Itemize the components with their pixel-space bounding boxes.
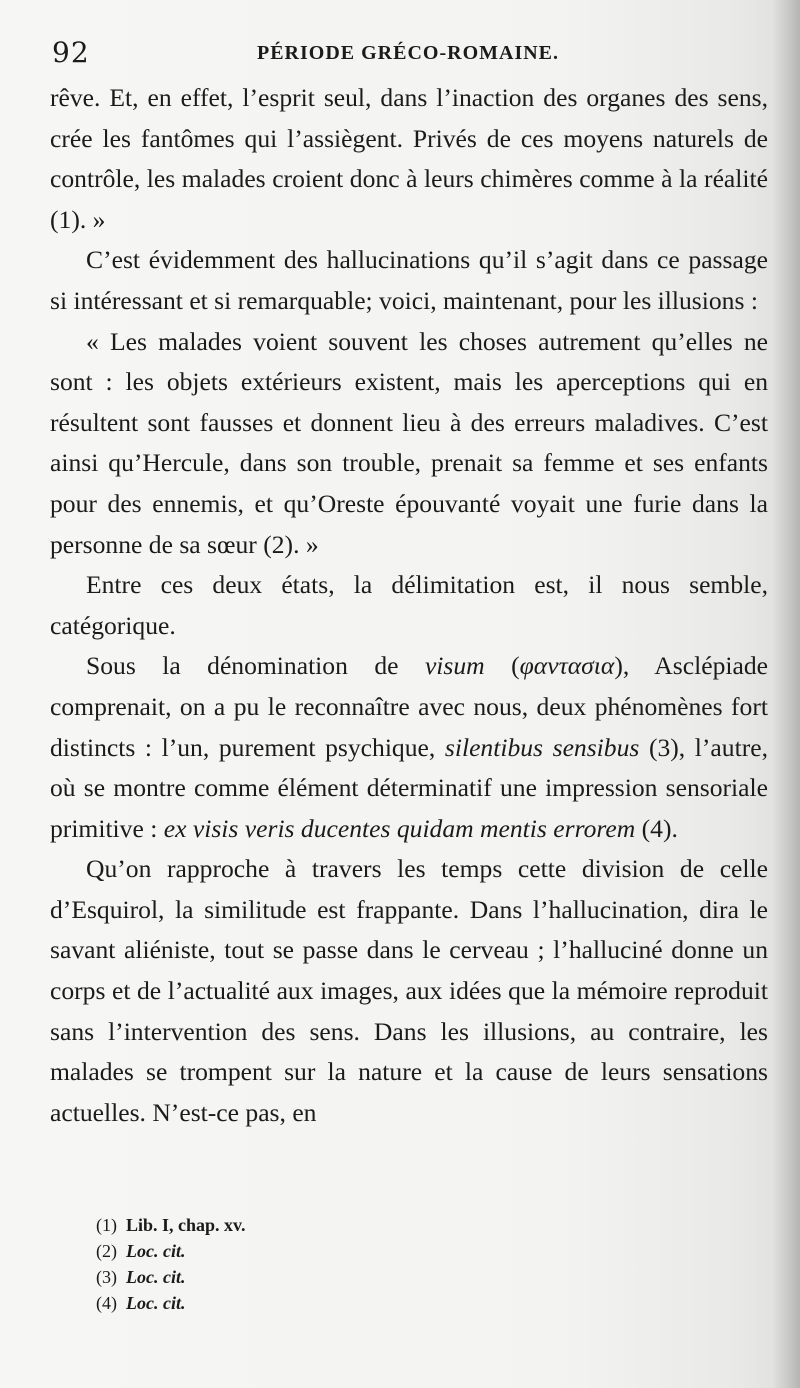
paragraph bbox=[50, 646, 768, 849]
footnote-text: Loc. cit. bbox=[126, 1241, 186, 1261]
italic-text: silentibus sensibus bbox=[444, 732, 640, 762]
page-edge-shadow bbox=[772, 0, 800, 1388]
page-header bbox=[52, 36, 772, 70]
text-run: Qu’on rapproche à travers les temps cette division de celle d’Esquirol, la similitude est frappante. Dans l’hallucination, dira le savant aliéniste, tout se passe dans le cerveau ; l’halluciné donne un corps et de l’actualité aux images, aux idées que la mémoire reproduit sans l’intervention des sens. Dans les illusions, au contraire, les malades se trompent sur la nature et la cause de leurs sensations actuelles. N’est-ce pas, en bbox=[50, 854, 768, 1127]
text-run: Entre ces deux états, la délimitation est, il nous semble, catégorique. bbox=[50, 570, 768, 640]
text-run: ), Asclépiade comprenait, on a pu le reconnaître avec nous, deux phénomènes fort distincts : l’un, purement psychique, bbox=[50, 651, 768, 762]
footnote-mark: (2) bbox=[96, 1241, 117, 1261]
text-run: (4). bbox=[635, 813, 678, 843]
running-head: PÉRIODE GRÉCO-ROMAINE. bbox=[257, 42, 560, 64]
text-run: ( bbox=[484, 651, 520, 681]
page-number: 92 bbox=[52, 36, 90, 69]
footnote-text: Lib. I, chap. xv. bbox=[126, 1215, 246, 1235]
footnote bbox=[96, 1290, 496, 1316]
text-run: « Les malades voient souvent les choses autrement qu’elles ne sont : les objets extérieurs existent, mais les aperceptions qui en résultent sont fausses et donnent lieu à des erreurs maladives. C’est ainsi qu’Hercule, dans son trouble, prenait sa femme et ses enfants pour des ennemis, et qu’Oreste épouvanté voyait une furie dans la personne de sa sœur (2). » bbox=[50, 326, 768, 559]
body-text bbox=[50, 78, 768, 1133]
text-run: C’est évidemment des hallucinations qu’il s’agit dans ce passage si intéressant et si remarquable; voici, maintenant, pour les illusions : bbox=[50, 245, 768, 315]
footnote bbox=[96, 1238, 496, 1264]
italic-text: ex visis veris ducentes quidam mentis errorem bbox=[163, 813, 636, 843]
paragraph bbox=[50, 322, 768, 566]
footnote bbox=[96, 1264, 496, 1290]
paragraph bbox=[50, 78, 768, 240]
text-run: (3), l’autre, où se montre comme élément déterminatif une impression sensoriale primitive : bbox=[50, 732, 768, 843]
paragraph bbox=[50, 240, 768, 321]
footnote-text: Loc. cit. bbox=[126, 1293, 186, 1313]
footnote-mark: (3) bbox=[96, 1267, 117, 1287]
footnote-mark: (4) bbox=[96, 1293, 117, 1313]
paragraph bbox=[50, 849, 768, 1133]
footnote-mark: (1) bbox=[96, 1215, 117, 1235]
italic-text: visum bbox=[424, 651, 485, 681]
italic-text: φαντασια bbox=[519, 651, 615, 681]
footnote-text: Loc. cit. bbox=[126, 1267, 186, 1287]
footnote bbox=[96, 1212, 496, 1238]
paragraph bbox=[50, 565, 768, 646]
text-run: Sous la dénomination de bbox=[86, 651, 425, 681]
text-run: rêve. Et, en effet, l’esprit seul, dans l’inaction des organes des sens, crée les fantômes qui l’assiègent. Privés de ces moyens naturels de contrôle, les malades croient donc à leurs chimères comme à la réalité (1). » bbox=[50, 83, 768, 234]
footnotes bbox=[96, 1212, 496, 1316]
